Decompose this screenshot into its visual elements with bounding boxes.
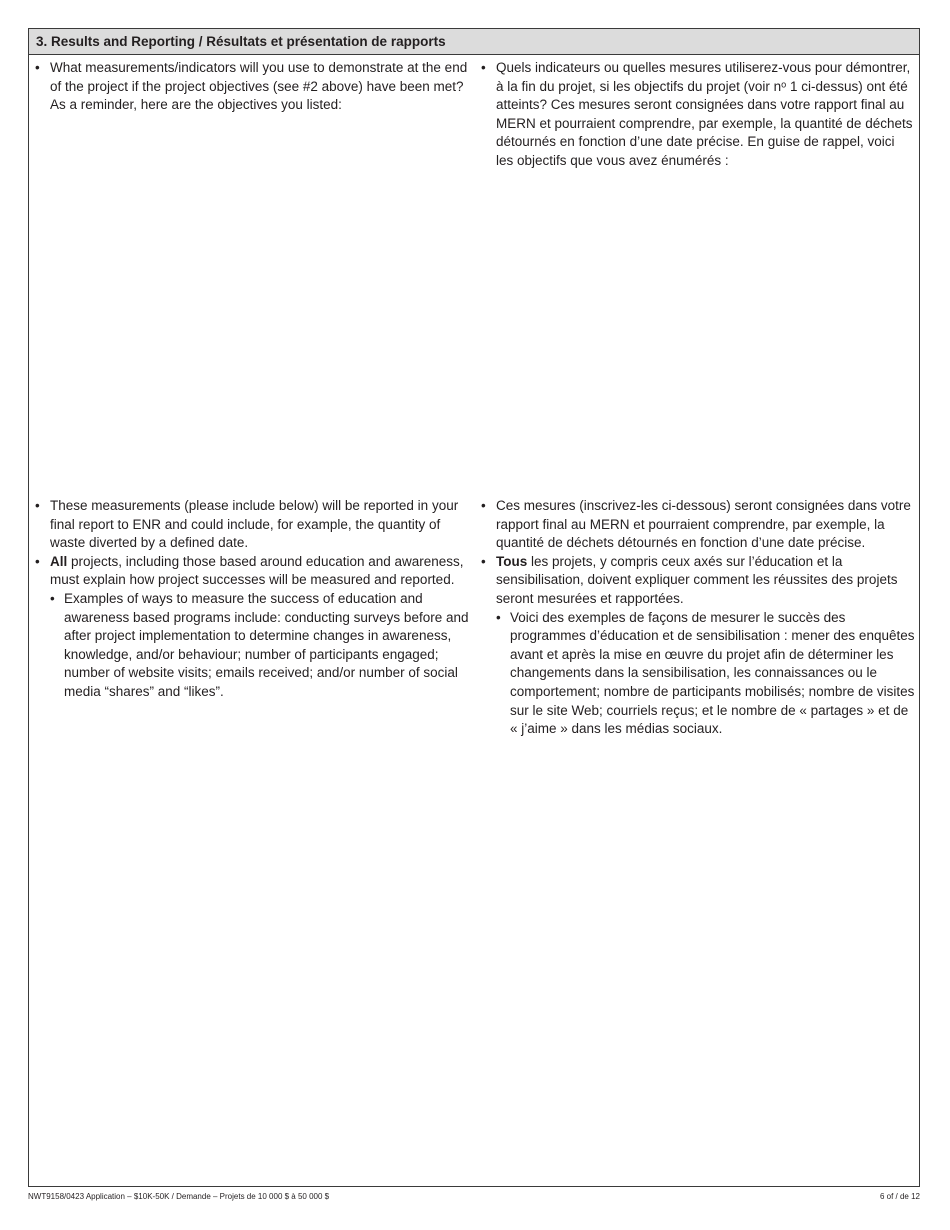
footer-page-number: 6 of / de 12 [879,1192,920,1201]
french-column-bottom [481,497,915,739]
french-column-top [481,59,915,171]
english-bullet-all-projects [35,553,473,702]
french-bullet-all-text: les projets, y compris ceux axés sur l’éducation et la sensibilisation, doivent expliquer comment les réussites des projets seront mesurées et rapportées. [496,553,898,606]
english-question: • What measurements/indicators will you use to demonstrate at the end of the project if the project objectives (see #2 above) have been met? As a reminder, here are the objectives you listed: [35,59,473,115]
french-question: • Quels indicateurs ou quelles mesures utiliserez-vous pour démontrer, à la fin du projet, si les objectifs du projet (voir nᵒ 1 ci-dessus) ont été atteints? Ces mesures seront consignées dans votre rapport final au MERN et pourraient comprendre, par exemple, la quantité de déchets détournés en fonction d’une date précise. En guise de rappel, voici les objectifs que vous avez énumérés : [481,59,915,171]
french-bold-tous: Tous [496,553,528,569]
footer-form-id: NWT9158/0423 Application – $10K-50K / Demande – Projets de 10 000 $ à 50 000 $ [28,1192,330,1201]
english-column-top [35,59,473,115]
english-sub-bullet-examples: • Examples of ways to measure the success of education and awareness based programs include: conducting surveys before and after project implementation to determine changes in awareness, knowledge, and/or behaviour; number of participants engaged; number of website visits; emails received; and/or number of social media “shares” and “likes”. [50,590,473,702]
section-header: 3. Results and Reporting / Résultats et présentation de rapports [29,29,919,55]
english-bullet-all-text: projects, including those based around education and awareness, must explain how project successes will be measured and reported. [50,553,464,588]
english-column-bottom [35,497,473,702]
french-bullet-reporting: • Ces mesures (inscrivez-les ci-dessous) seront consignées dans votre rapport final au MERN et pourraient comprendre, par exemple, la quantité de déchets détournés en fonction d’une date précise. [481,497,915,553]
french-sub-bullet-examples: • Voici des exemples de façons de mesurer le succès des programmes d’éducation et de sensibilisation : mener des enquêtes avant et après la mise en œuvre du projet afin de déterminer les changements dans la sensibilisation, les connaissances ou le comportement; nombre de participants mobilisés; nombre de visites sur le site Web; courriels reçus; et le nombre de « partages » et de « j’aime » dans les médias sociaux. [496,609,915,739]
english-bullet-reporting: • These measurements (please include below) will be reported in your final report to ENR and could include, for example, the quantity of waste diverted by a defined date. [35,497,473,553]
french-bullet-all-projects [481,553,915,739]
english-bold-all: All [50,553,68,569]
form-section-frame [28,28,920,1187]
